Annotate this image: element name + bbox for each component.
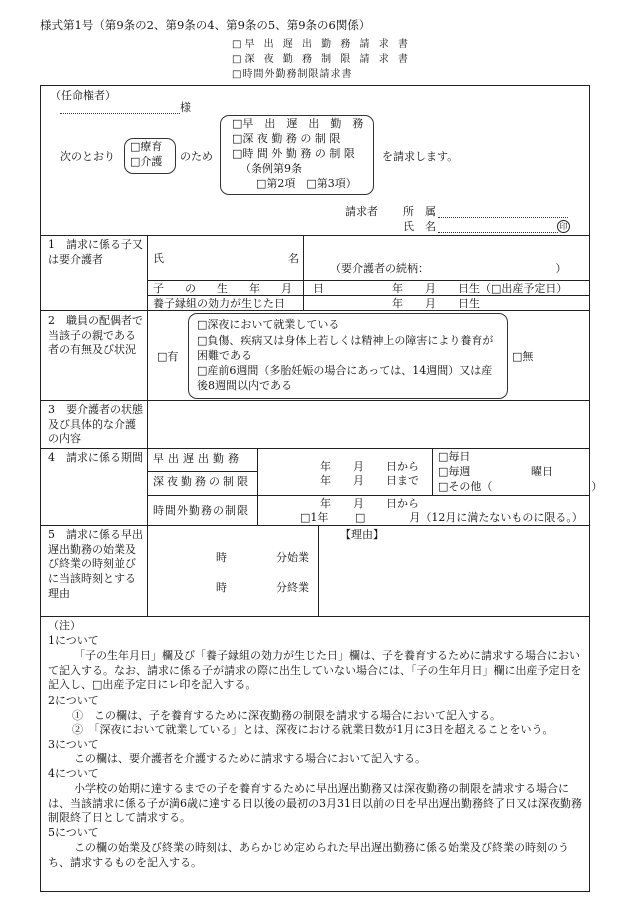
dept-label: 所 属 [403, 205, 436, 218]
end-hour-label: 時 [216, 581, 227, 594]
adoption-value[interactable]: 年 月 日生 [392, 297, 480, 310]
ordinance-text: （条例第9条 [240, 162, 302, 175]
start-label[interactable]: 分始業 [276, 551, 309, 564]
relation-field[interactable]: （要介護者の続柄： ） [330, 262, 567, 275]
name-field[interactable] [438, 232, 558, 233]
note2-item2: ② 「深夜において就業している」とは、深夜における就業日数が1月に3日を超えることをいう。 [72, 723, 554, 736]
condition-maternity[interactable]: □産前6週間（多胎妊娠の場合にあっては、14週間）又は産後8週間以内である [197, 364, 493, 392]
note4-body: 小学校の始期に達するまでの子を養育するために早出遅出勤務又は深夜勤務の制限を請求する場合には、当該請求に係る子が満6歳に達する日以後の最初の3月31日以前の日を早出遅出勤務終了日又は深夜勤務制限終了日として請求する。 [48, 782, 582, 825]
note3-heading: 3について [48, 738, 99, 751]
note3-body: この欄は、要介護者を介護するために請求する場合において記入する。 [74, 752, 426, 765]
freq-weekly[interactable]: □毎週 [438, 465, 471, 478]
freq-other[interactable]: □その他（ ） [438, 480, 603, 493]
sec4-one-year[interactable]: □1年 [300, 511, 329, 524]
spouse-yes[interactable]: □有 [157, 350, 179, 363]
freq-daily[interactable]: □毎日 [438, 450, 471, 463]
freq-weekday: 曜日 [531, 465, 553, 478]
sec4-ot-from[interactable]: 年 月 日から [320, 497, 419, 510]
sec3-title: 3 要介護者の状態及び具体的な介護の内容 [48, 403, 143, 446]
spouse-no[interactable]: □無 [512, 350, 534, 363]
request-type-early-late[interactable]: □早 出 遅 出 勤 務 請 求 書 [232, 39, 411, 50]
sec5-title: 5 請求に係る早出遅出勤務の始業及び終業の時刻並びに当該時刻とする理由 [48, 528, 143, 600]
sec1-name-label-a: 氏 [153, 252, 164, 265]
appointer-line[interactable] [60, 113, 180, 114]
intro-text: 次のとおり [60, 150, 115, 163]
dept-field[interactable] [438, 217, 568, 218]
seal-mark: 印 [557, 220, 570, 233]
name-label: 氏 名 [403, 220, 436, 233]
note5-heading: 5について [48, 826, 99, 839]
for-purpose-text: のため [180, 150, 213, 163]
birth-label: 子 の 生 年 月 日 [153, 282, 329, 295]
note2-item1: ① この欄は、子を養育するために深夜勤務の制限を請求する場合において記入する。 [72, 709, 501, 722]
sec4-night-limit: 深夜勤務の制限 [153, 475, 251, 488]
requester-label: 請求者 [345, 205, 378, 218]
sec4-overtime-limit: 時間外勤務の制限 [153, 504, 249, 517]
sec4-months[interactable]: □ 月（12月に満たないものに限る。） [355, 511, 583, 524]
work-option-overtime[interactable]: □時 間 外 勤 務 の 制 限 [232, 147, 355, 160]
notes-heading: （注） [48, 619, 81, 632]
end-label[interactable]: 分終業 [276, 581, 309, 594]
condition-night-work[interactable]: □深夜において就業している [197, 318, 340, 331]
birth-value[interactable]: 年 月 日生（□出産予定日） [392, 282, 568, 295]
note4-heading: 4について [48, 767, 99, 780]
sama-label: 様 [180, 101, 191, 114]
sec1-name-label-b: 名 [288, 252, 299, 265]
note2-heading: 2について [48, 694, 99, 707]
request-suffix: を請求します。 [382, 150, 459, 163]
sec2-title: 2 職員の配偶者で当該子の親である者の有無及び状況 [48, 314, 143, 357]
request-type-night[interactable]: □深 夜 勤 務 制 限 請 求 書 [232, 54, 411, 65]
sec1-title: 1 請求に係る子又は要介護者 [48, 238, 143, 266]
request-type-overtime[interactable]: □時間外勤務制限請求書 [232, 69, 353, 80]
ordinance-items[interactable]: □第2項 □第3項） [256, 177, 357, 190]
work-option-night[interactable]: □深 夜 勤 務 の 制 限 [232, 132, 341, 145]
reason-label: 【理由】 [340, 528, 384, 541]
note1-body: 「子の生年月日」欄及び「養子縁組の効力が生じた日」欄は、子を養育するために請求する場合において記入する。なお、請求に係る子が請求の際に出生していない場合には、「子の生年月日」欄に出産予定日を記入し、□出産予定日にレ印を記入する。 [48, 649, 582, 692]
sec4-title: 4 請求に係る期間 [48, 451, 143, 464]
condition-illness[interactable]: □負傷、疾病又は身体上若しくは精神上の障害により養育が困難である [197, 334, 494, 362]
work-option-early-late[interactable]: □早 出 遅 出 勤 務 [232, 117, 364, 130]
note1-heading: 1について [48, 634, 99, 647]
care-option-nursing[interactable]: □介護 [130, 155, 163, 168]
care-option-childcare[interactable]: □療育 [130, 140, 163, 153]
sec4-early-late: 早出遅出勤務 [153, 452, 243, 465]
note5-body: この欄の始業及び終業の時刻は、あらかじめ定められた早出遅出勤務に係る始業及び終業の時刻のうち、請求するものを記入する。 [48, 841, 569, 869]
appointer-label: （任命権者） [50, 89, 116, 102]
start-hour-label: 時 [216, 551, 227, 564]
form-title: 様式第1号（第9条の2、第9条の4、第9条の5、第9条の6関係） [40, 18, 371, 32]
sec4-to[interactable]: 年 月 日まで [320, 474, 419, 487]
adoption-label: 養子縁組の効力が生じた日 [153, 297, 285, 310]
sec4-from[interactable]: 年 月 日から [320, 460, 419, 473]
